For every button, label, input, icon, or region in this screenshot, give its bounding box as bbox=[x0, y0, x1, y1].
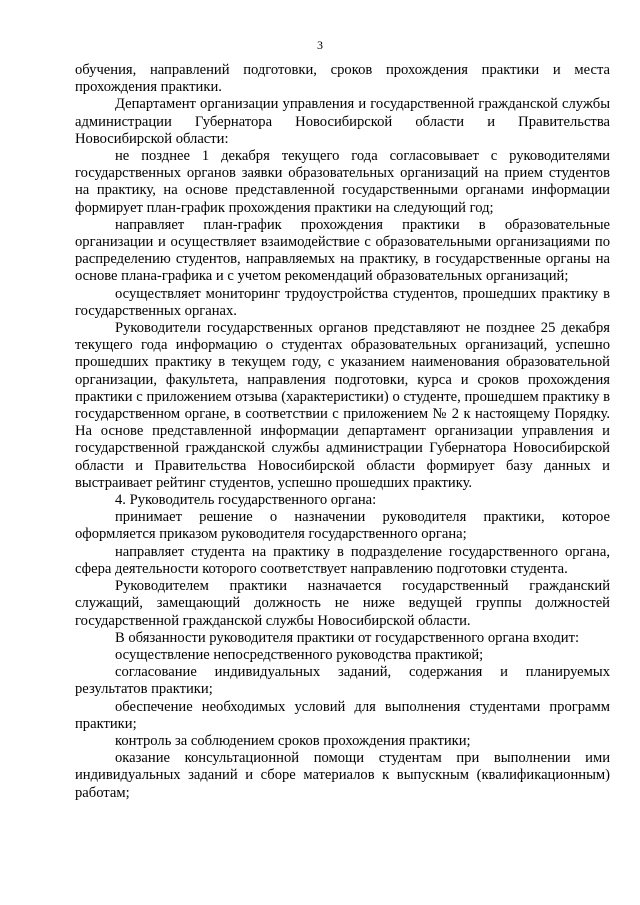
list-item: контроль за соблюдением сроков прохождения практики; bbox=[115, 732, 471, 749]
paragraph: Руководителем практики назначается государственный гражданский служащий, замещающий должность не ниже ведущей группы должностей государственной гражданской службы Новосибирской области. bbox=[75, 578, 610, 629]
list-item: оказание консультационной помощи студентам при выполнении ими индивидуальных заданий и сборе материалов к выпускным (квалификационным) работам; bbox=[75, 750, 610, 801]
paragraph: обучения, направлений подготовки, сроков прохождения практики и места прохождения практики. bbox=[75, 62, 610, 96]
paragraph: не позднее 1 декабря текущего года согласовывает с руководителями государственных органов заявки образовательных организаций на прием студентов на практику, на основе представленной государственными органами информации формирует план-график прохождения практики на следующий год; bbox=[75, 148, 610, 216]
paragraph: Руководители государственных органов представляют не позднее 25 декабря текущего года информацию о студентах образовательных организаций, успешно прошедших практику в текущем году, с указанием наименования образовательной организации, факультета, направления подготовки, курса и сроков прохождения практики с приложением отзыва (характеристики) о студенте, прошедшем практику в государственном органе, в соответствии с приложением № 2 к настоящему Порядку. На основе представленной информации департамент организации управления и государственной гражданской службы администрации Губернатора Новосибирской области и Правительства Новосибирской области формирует базу данных и выстраивает рейтинг студентов, успешно прошедших практику. bbox=[75, 320, 610, 491]
document-body bbox=[75, 62, 610, 802]
paragraph: осуществляет мониторинг трудоустройства студентов, прошедших практику в государственных органах. bbox=[75, 285, 610, 319]
page-number: 3 bbox=[317, 38, 323, 52]
list-item: согласование индивидуальных заданий, содержания и планируемых результатов практики; bbox=[75, 664, 610, 698]
paragraph: направляет студента на практику в подразделение государственного органа, сфера деятельности которого соответствует направлению подготовки студента. bbox=[75, 543, 610, 577]
list-item: обеспечение необходимых условий для выполнения студентами программ практики; bbox=[75, 698, 610, 732]
list-item: осуществление непосредственного руководства практикой; bbox=[115, 646, 484, 663]
paragraph: направляет план-график прохождения практики в образовательные организации и осуществляет взаимодействие с образовательными организациями по распределению студентов, направляемых на практику, в государственные органы на основе плана-графика и с учетом рекомендаций образовательных организаций; bbox=[75, 216, 610, 285]
paragraph: В обязанности руководителя практики от государственного органа входит: bbox=[115, 629, 580, 646]
paragraph: принимает решение о назначении руководителя практики, которое оформляется приказом руководителя государственного органа; bbox=[75, 509, 610, 543]
paragraph: Департамент организации управления и государственной гражданской службы администрации Губернатора Новосибирской области и Правительства Новосибирской области: bbox=[75, 96, 610, 147]
section-heading: 4. Руководитель государственного органа: bbox=[115, 492, 377, 509]
